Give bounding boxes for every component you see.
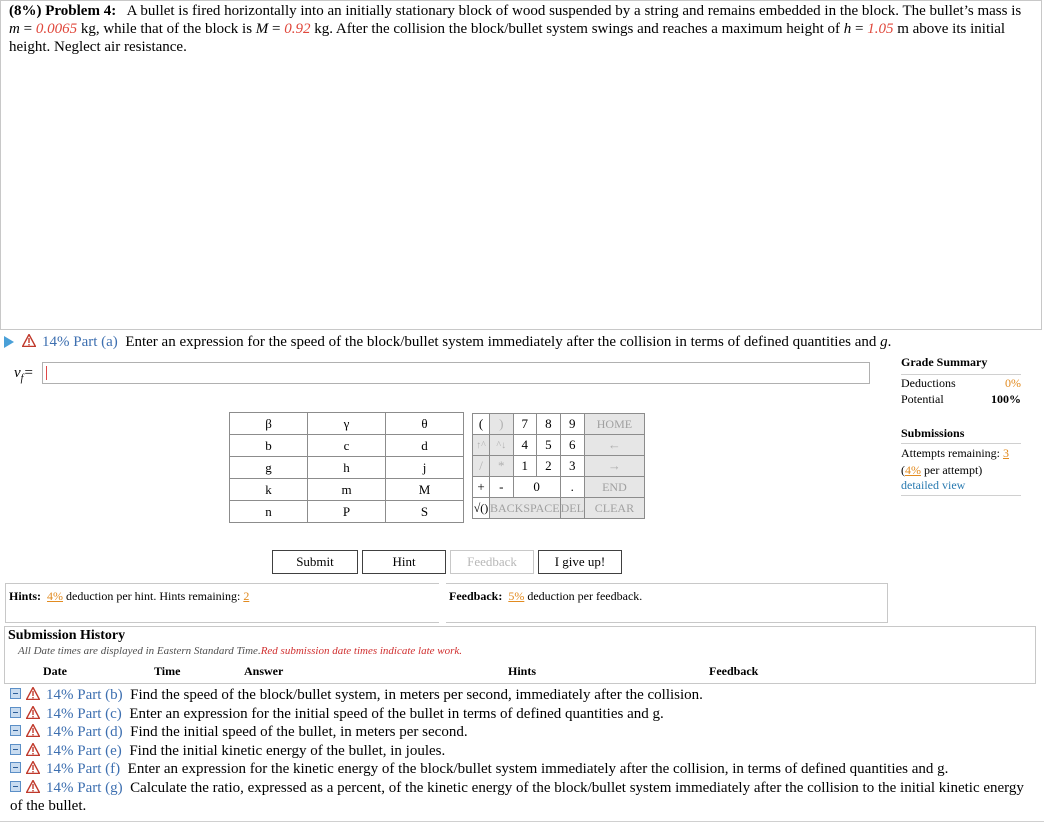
feedback-button[interactable]: Feedback [450, 550, 534, 574]
hints-text: deduction per hint. Hints remaining: [63, 589, 244, 603]
key-subscript[interactable]: ^↓ [490, 435, 514, 456]
key-open-paren[interactable]: ( [473, 414, 490, 435]
part-a-header[interactable] [4, 332, 1034, 352]
grade-summary-title: Grade Summary [901, 355, 988, 369]
key-8[interactable]: 8 [537, 414, 561, 435]
key-beta[interactable]: β [230, 413, 308, 435]
feedback-label: Feedback: [449, 589, 503, 603]
submission-history [4, 626, 1036, 684]
equals: = [851, 21, 868, 37]
warning-icon [26, 780, 40, 793]
detailed-view-link[interactable]: detailed view [901, 478, 966, 492]
key-k[interactable]: k [230, 479, 308, 501]
col-feedback: Feedback [709, 664, 759, 678]
hints-label: Hints: [9, 589, 42, 603]
problem-panel [0, 0, 1042, 330]
col-hints: Hints [508, 664, 537, 678]
key-1[interactable]: 1 [513, 456, 537, 477]
part-a-text: Enter an expression for the speed of the block/bullet system immediately after the collision in terms of defined quantities and [125, 334, 877, 350]
key-h[interactable]: h [308, 457, 386, 479]
part-b-row[interactable] [10, 686, 1035, 705]
key-clear[interactable]: CLEAR [584, 498, 644, 519]
collapse-icon[interactable] [10, 744, 21, 755]
hints-deduction: 4% [47, 589, 64, 603]
key-m[interactable]: m [308, 479, 386, 501]
vf-subscript: f [20, 373, 24, 384]
history-note-text: All Date times are displayed in Eastern Standard Time. [18, 645, 261, 657]
key-3[interactable]: 3 [560, 456, 584, 477]
key-d[interactable]: d [386, 435, 464, 457]
part-text: Enter an expression for the kinetic energy of the block/bullet system immediately after the collision, in terms of defined quantities and g. [127, 761, 949, 777]
part-e-row[interactable] [10, 742, 1035, 761]
vf-equals: = [23, 365, 34, 381]
hints-panel [5, 583, 439, 623]
give-up-button[interactable]: I give up! [538, 550, 622, 574]
key-n[interactable]: n [230, 501, 308, 523]
submissions-title: Submissions [901, 426, 965, 440]
col-answer: Answer [244, 664, 284, 678]
part-g-row[interactable] [10, 779, 1035, 814]
key-backspace[interactable]: BACKSPACE [490, 498, 561, 519]
key-4[interactable]: 4 [513, 435, 537, 456]
key-b[interactable]: b [230, 435, 308, 457]
submit-button[interactable]: Submit [272, 550, 358, 574]
part-percent: 14% Part (c) [46, 705, 122, 722]
key-theta[interactable]: θ [386, 413, 464, 435]
history-note-red: Red submission date times indicate late work. [260, 645, 463, 657]
hint-button[interactable]: Hint [362, 550, 446, 574]
part-text: Enter an expression for the initial speed of the bullet in terms of defined quantities and g. [129, 705, 664, 722]
key-c[interactable]: c [308, 435, 386, 457]
height-symbol: h [843, 21, 852, 37]
part-percent: 14% Part (e) [46, 742, 122, 759]
part-percent: 14% Part (f) [46, 761, 121, 777]
mass-symbol: m [9, 21, 20, 37]
potential-row [901, 391, 1021, 407]
warning-icon [26, 743, 40, 756]
height-value: 1.05 [867, 21, 894, 37]
deductions-row [901, 375, 1021, 391]
block-mass-symbol: M [255, 21, 269, 37]
block-mass-value: 0.92 [284, 21, 311, 37]
key-2[interactable]: 2 [537, 456, 561, 477]
key-0[interactable]: 0 [513, 477, 560, 498]
feedback-text: deduction per feedback. [524, 589, 643, 603]
collapse-icon[interactable] [10, 762, 21, 773]
variable-keypad [229, 412, 464, 523]
problem-text-2: kg, while that of the block is [77, 21, 256, 37]
problem-statement [9, 2, 1034, 56]
expand-triangle-icon[interactable] [4, 336, 14, 348]
deductions-label: Deductions [901, 376, 956, 390]
number-keypad [472, 413, 645, 519]
period: . [887, 334, 892, 350]
warning-icon [26, 687, 40, 700]
mass-value: 0.0065 [35, 21, 78, 37]
key-M[interactable]: M [386, 479, 464, 501]
key-minus[interactable]: - [490, 477, 514, 498]
history-title: Submission History [8, 628, 126, 643]
key-delete[interactable]: DEL [560, 498, 584, 519]
collapse-icon[interactable] [10, 725, 21, 736]
key-5[interactable]: 5 [537, 435, 561, 456]
equals: = [19, 21, 36, 37]
key-7[interactable]: 7 [513, 414, 537, 435]
col-date: Date [43, 664, 67, 678]
part-text: Find the initial speed of the bullet, in meters per second. [130, 724, 468, 740]
warning-icon [26, 761, 40, 774]
key-sqrt[interactable]: √() [473, 498, 490, 519]
part-a-percent: 14% Part (a) [42, 334, 118, 350]
g-symbol: g [880, 334, 888, 350]
warning-icon [26, 706, 40, 719]
part-f-row[interactable] [10, 760, 1035, 779]
key-close-paren[interactable]: ) [490, 414, 514, 435]
collapse-icon[interactable] [10, 781, 21, 792]
feedback-panel [446, 583, 888, 623]
key-right-arrow[interactable]: → [584, 456, 644, 477]
collapse-icon[interactable] [10, 688, 21, 699]
key-superscript[interactable]: ↑^ [473, 435, 490, 456]
grade-summary [901, 355, 1021, 496]
key-gamma[interactable]: γ [308, 413, 386, 435]
vf-symbol: $v_f$ [14, 365, 24, 384]
per-attempt-value: 4% [905, 463, 921, 477]
key-9[interactable]: 9 [560, 414, 584, 435]
per-attempt [901, 463, 1021, 478]
text-caret [46, 366, 47, 380]
key-j[interactable]: j [386, 457, 464, 479]
part-d-row[interactable] [10, 723, 1035, 742]
attempts-label: Attempts remaining: [901, 446, 1000, 460]
history-note [18, 645, 462, 657]
key-6[interactable]: 6 [560, 435, 584, 456]
problem-text-4: m above its initial height. Neglect air resistance. [9, 21, 1006, 55]
potential-value: 100% [991, 392, 1021, 406]
warning-icon [22, 334, 36, 347]
answer-input[interactable] [42, 362, 870, 384]
key-left-arrow[interactable]: ← [584, 435, 644, 456]
per-attempt-label: per attempt) [921, 463, 983, 477]
hints-remaining: 2 [243, 589, 250, 603]
deductions-value: 0% [1005, 376, 1021, 390]
vf-label [14, 365, 34, 384]
warning-icon [26, 724, 40, 737]
key-home[interactable]: HOME [584, 414, 644, 435]
key-S[interactable]: S [386, 501, 464, 523]
key-g[interactable]: g [230, 457, 308, 479]
key-end[interactable]: END [584, 477, 644, 498]
part-percent: 14% Part (b) [46, 687, 123, 703]
col-time: Time [154, 664, 181, 678]
per-attempt-open: ( [901, 463, 905, 477]
part-text: Find the initial kinetic energy of the bullet, in joules. [129, 742, 446, 759]
parts-list [10, 686, 1035, 814]
problem-text-3: kg. After the collision the block/bullet system swings and reaches a maximum height of [310, 21, 844, 37]
key-decimal[interactable]: . [560, 477, 584, 498]
attempts-remaining [901, 446, 1021, 461]
part-percent: 14% Part (d) [46, 724, 123, 740]
divider [0, 821, 1044, 822]
problem-heading: (8%) Problem 4: [9, 3, 117, 19]
collapse-icon[interactable] [10, 707, 21, 718]
equals: = [268, 21, 285, 37]
feedback-deduction: 5% [508, 589, 525, 603]
key-P[interactable]: P [308, 501, 386, 523]
part-percent: 14% Part (g) [46, 779, 123, 796]
key-multiply[interactable]: * [490, 456, 514, 477]
key-plus[interactable]: + [473, 477, 490, 498]
attempts-value: 3 [1002, 446, 1009, 460]
part-text: Calculate the ratio, expressed as a percent, of the kinetic energy of the block/bullet system immediately after the collision to the initial kinetic energy of the bullet. [10, 779, 1024, 814]
problem-text-1: A bullet is fired horizontally into an initially stationary block of wood suspended by a string and remains embedded in the block. The bullet’s mass is [126, 3, 1022, 19]
part-text: Find the speed of the block/bullet system, in meters per second, immediately after the collision. [130, 687, 703, 703]
potential-label: Potential [901, 392, 944, 406]
key-divide[interactable]: / [473, 456, 490, 477]
part-c-row[interactable] [10, 705, 1035, 724]
